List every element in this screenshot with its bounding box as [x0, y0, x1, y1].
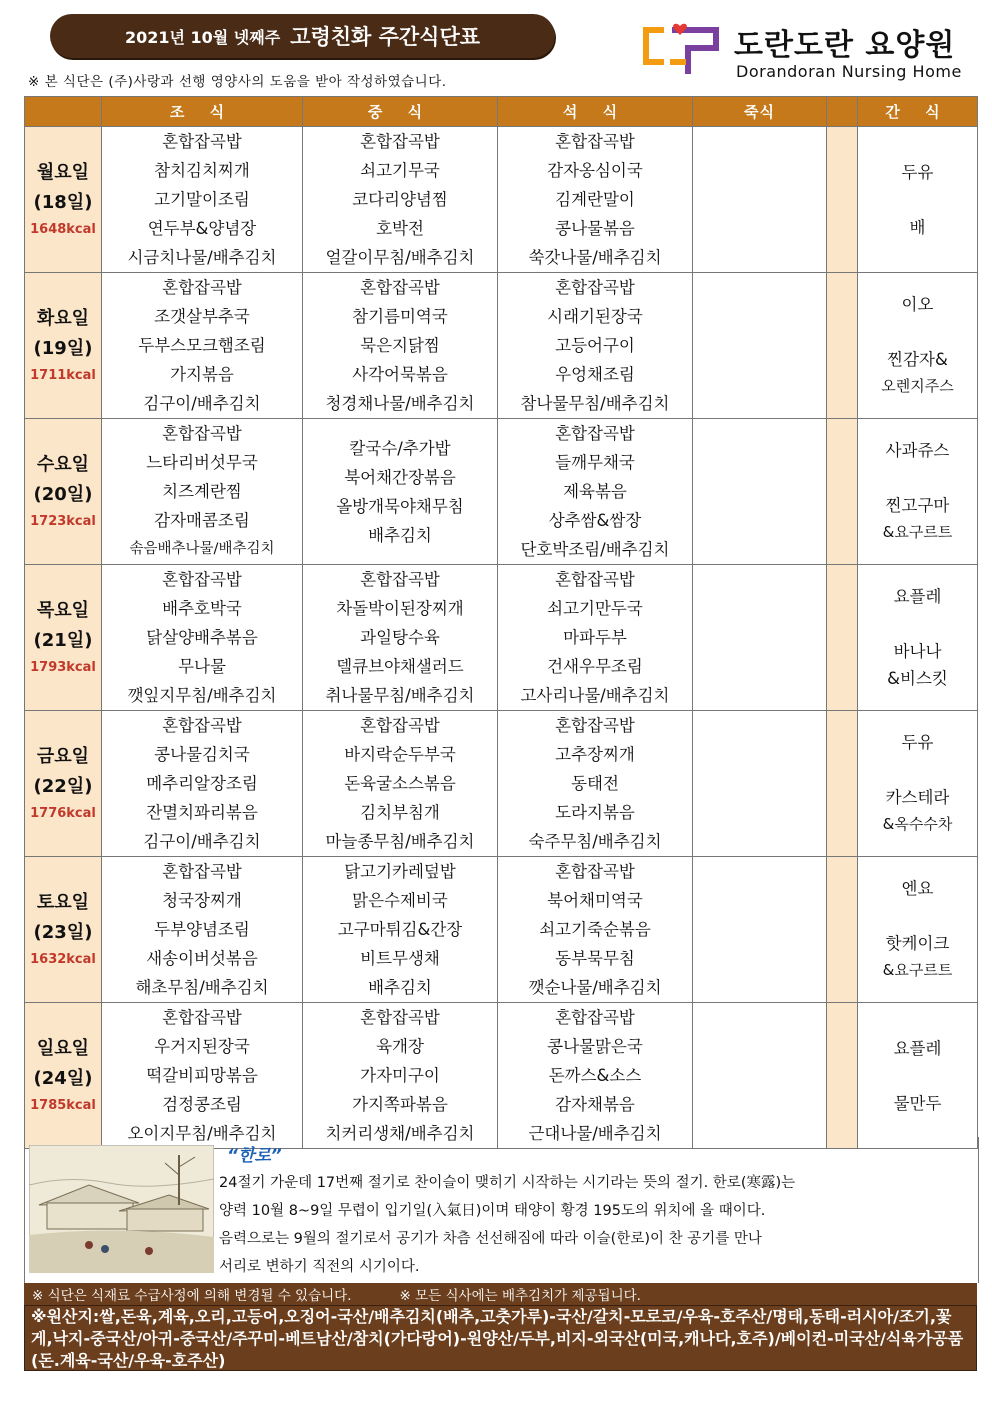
menu-item: 청경채나물/배추김치	[325, 394, 475, 413]
menu-item: 떡갈비피망볶음	[146, 1066, 258, 1085]
menu-item: 칼국수/추가밥	[349, 438, 451, 458]
day-name: 목요일	[36, 599, 90, 621]
spacer-cell	[827, 1003, 858, 1149]
snack-cell	[858, 565, 978, 711]
day-name: 금요일	[36, 745, 90, 767]
porridge-cell	[693, 419, 827, 565]
menu-item: 근대나물/배추김치	[528, 1124, 662, 1143]
menu-item: 단호박조림/배추김치	[520, 540, 670, 559]
menu-item: 메추리알장조림	[146, 774, 258, 793]
snack-item: 물만두	[893, 1093, 942, 1113]
snack-item: 찐감자&	[887, 350, 948, 369]
menu-item: 혼합잡곡밥	[162, 132, 242, 151]
lunch-cell	[303, 1003, 498, 1149]
menu-item: 마파두부	[563, 628, 627, 647]
menu-item: 혼합잡곡밥	[162, 716, 242, 735]
day-cell	[25, 127, 102, 273]
day-kcal: 1723kcal	[30, 513, 96, 529]
menu-item: 혼합잡곡밥	[162, 424, 242, 443]
menu-item: 감자채볶음	[555, 1095, 635, 1114]
menu-item: 쑥갓나물/배추김치	[528, 248, 662, 267]
dinner-cell	[498, 1003, 693, 1149]
menu-item: 배추김치	[368, 525, 432, 545]
menu-item: 깻잎지무침/배추김치	[127, 686, 277, 705]
day-name: 화요일	[36, 307, 90, 329]
info-line: 양력 10월 8~9일 무렵이 입기일(入氣日)이며 태양이 황경 195도의 위치에 올 때이다.	[219, 1203, 766, 1219]
menu-item: 도라지볶음	[555, 803, 635, 822]
menu-item: 김구이/배추김치	[143, 394, 261, 413]
header-day	[25, 97, 102, 127]
snack-cell	[858, 1003, 978, 1149]
header-dinner: 석 식	[498, 97, 693, 127]
spacer-cell	[827, 127, 858, 273]
menu-item: 혼합잡곡밥	[162, 278, 242, 297]
spacer-cell	[827, 273, 858, 419]
porridge-cell	[693, 1003, 827, 1149]
menu-body	[25, 127, 978, 1149]
menu-item: 코다리양념찜	[352, 190, 448, 209]
header-porridge: 죽식	[693, 97, 827, 127]
lunch-cell	[303, 419, 498, 565]
menu-item: 가지쪽파볶음	[352, 1095, 448, 1114]
menu-item: 호박전	[376, 219, 424, 238]
menu-item: 김구이/배추김치	[143, 832, 261, 851]
day-row	[25, 565, 978, 711]
porridge-cell	[693, 127, 827, 273]
menu-item: 고등어구이	[555, 336, 635, 355]
menu-item: 비트무생채	[360, 949, 440, 968]
logo	[642, 16, 982, 86]
day-row	[25, 273, 978, 419]
info-title: “한로”	[227, 1146, 282, 1166]
menu-item: 북어채미역국	[547, 891, 643, 910]
seasonal-info	[24, 1137, 979, 1283]
spacer-cell	[827, 857, 858, 1003]
header-snack: 간 식	[858, 97, 978, 127]
day-row	[25, 1003, 978, 1149]
day-kcal: 1793kcal	[30, 659, 96, 675]
day-name: 수요일	[36, 453, 90, 475]
logo-name-en: Dorandoran Nursing Home	[736, 62, 962, 81]
menu-item: 고구마튀김&간장	[337, 920, 463, 939]
breakfast-cell	[102, 273, 303, 419]
day-date: (22일)	[33, 775, 93, 797]
lunch-cell	[303, 711, 498, 857]
snack-item: &비스킷	[887, 669, 948, 688]
menu-item: 돈육굴소스볶음	[344, 774, 456, 793]
snack-spacer	[858, 1062, 977, 1090]
menu-item: 감자옹심이국	[547, 161, 643, 180]
day-row	[25, 857, 978, 1003]
day-row	[25, 127, 978, 273]
day-cell	[25, 565, 102, 711]
snack-cell	[858, 857, 978, 1003]
menu-item: 콩나물김치국	[154, 745, 250, 764]
footer-note-change: ※ 식단은 식재료 수급사정에 의해 변경될 수 있습니다.	[32, 1288, 352, 1304]
menu-item: 혼합잡곡밥	[555, 862, 635, 881]
snack-spacer	[858, 464, 977, 492]
menu-item: 참나물무침/배추김치	[520, 394, 670, 413]
header-gap	[827, 97, 858, 127]
snack-item: &요구르트	[882, 523, 953, 541]
breakfast-cell	[102, 1003, 303, 1149]
header-breakfast: 조 식	[102, 97, 303, 127]
spacer-cell	[827, 565, 858, 711]
menu-item: 혼합잡곡밥	[555, 278, 635, 297]
snack-item: 배	[909, 217, 926, 237]
menu-item: 시래기된장국	[547, 307, 643, 326]
menu-item: 혼합잡곡밥	[555, 132, 635, 151]
header-lunch: 중 식	[303, 97, 498, 127]
day-row	[25, 711, 978, 857]
menu-item: 숙주무침/배추김치	[528, 832, 662, 851]
menu-table	[24, 96, 978, 1149]
snack-spacer	[858, 318, 977, 346]
snack-item: 두유	[901, 733, 934, 752]
menu-item: 우엉채조림	[555, 365, 635, 384]
day-cell	[25, 1003, 102, 1149]
info-line: 음력으로는 9월의 절기로서 공기가 차츰 선선해짐에 따라 이슬(한로)이 찬 공기를 만나	[219, 1231, 762, 1247]
dinner-cell	[498, 857, 693, 1003]
day-name: 일요일	[36, 1037, 90, 1059]
menu-item: 묵은지닭찜	[360, 336, 440, 355]
menu-item: 두부스모크햄조림	[138, 336, 266, 355]
menu-item: 김치부침개	[360, 803, 440, 822]
menu-item: 델큐브야채샐러드	[336, 657, 464, 676]
menu-item: 맑은수제비국	[352, 891, 448, 910]
snack-cell	[858, 273, 978, 419]
menu-item: 가자미구이	[360, 1066, 440, 1085]
snack-item: 핫케이크	[885, 934, 950, 953]
menu-item: 차돌박이된장찌개	[336, 599, 464, 618]
menu-item: 청국장찌개	[162, 891, 242, 910]
day-date: (23일)	[33, 921, 93, 943]
dinner-cell	[498, 565, 693, 711]
snack-item: 요플레	[893, 587, 942, 606]
menu-item: 쇠고기무국	[360, 161, 440, 180]
porridge-cell	[693, 711, 827, 857]
menu-item: 닭살양배추볶음	[146, 628, 258, 647]
menu-item: 느타리버섯무국	[146, 453, 258, 472]
day-date: (21일)	[33, 629, 93, 651]
breakfast-cell	[102, 857, 303, 1003]
snack-cell	[858, 419, 978, 565]
day-date: (18일)	[33, 191, 93, 213]
day-kcal: 1785kcal	[30, 1097, 96, 1113]
menu-item: 두부양념조림	[154, 920, 250, 939]
menu-item: 제육볶음	[563, 482, 627, 501]
menu-item: 상추쌈&쌈장	[548, 511, 642, 530]
snack-cell	[858, 711, 978, 857]
menu-item: 김계란말이	[555, 190, 635, 209]
menu-item: 혼합잡곡밥	[360, 278, 440, 297]
menu-item: 돈까스&소스	[548, 1066, 642, 1085]
snack-cell	[858, 127, 978, 273]
menu-item: 고기말이조림	[154, 190, 250, 209]
snack-item: 오렌지주스	[881, 377, 954, 395]
day-row	[25, 419, 978, 565]
day-date: (24일)	[33, 1067, 93, 1089]
porridge-cell	[693, 273, 827, 419]
snack-item: 엔요	[901, 879, 934, 898]
menu-item: 마늘종무침/배추김치	[325, 832, 475, 851]
day-kcal: 1711kcal	[30, 367, 96, 383]
snack-item: 찐고구마	[885, 496, 950, 515]
author-note: ※ 본 식단은 (주)사랑과 선행 영양사의 도움을 받아 작성하였습니다.	[28, 74, 447, 90]
menu-item: 동태전	[571, 774, 619, 793]
menu-item: 취나물무침/배추김치	[325, 686, 475, 705]
menu-item: 고추장찌개	[555, 745, 635, 764]
menu-item: 배추호박국	[162, 599, 242, 618]
menu-item: 올방개묵야채무침	[336, 496, 464, 516]
day-cell	[25, 857, 102, 1003]
snack-item: 카스테라	[885, 788, 950, 807]
menu-item: 오이지무침/배추김치	[127, 1124, 277, 1143]
seasonal-painting-image	[29, 1145, 214, 1273]
snack-spacer	[858, 756, 977, 784]
info-text	[219, 1169, 939, 1281]
menu-item: 감자매콤조림	[154, 511, 250, 530]
menu-item: 사각어묵볶음	[352, 365, 448, 384]
menu-item: 콩나물맑은국	[547, 1037, 643, 1056]
menu-item: 혼합잡곡밥	[360, 1008, 440, 1027]
menu-item: 솎음배추나물/배추김치	[129, 541, 275, 557]
day-cell	[25, 273, 102, 419]
menu-item: 과일탕수육	[360, 628, 440, 647]
menu-item: 건새우무조림	[547, 657, 643, 676]
menu-item: 들깨무채국	[555, 453, 635, 472]
page-title	[50, 14, 555, 58]
menu-item: 동부묵무침	[555, 949, 635, 968]
menu-item: 검정콩조림	[162, 1095, 242, 1114]
menu-item: 혼합잡곡밥	[555, 424, 635, 443]
snack-item: 사과쥬스	[885, 441, 950, 460]
table-header-row	[25, 97, 978, 127]
breakfast-cell	[102, 127, 303, 273]
menu-item: 바지락순두부국	[344, 745, 456, 764]
menu-item: 육개장	[376, 1037, 424, 1056]
menu-item: 혼합잡곡밥	[162, 570, 242, 589]
day-cell	[25, 711, 102, 857]
spacer-cell	[827, 419, 858, 565]
menu-item: 혼합잡곡밥	[162, 1008, 242, 1027]
snack-item: &요구르트	[882, 961, 953, 979]
day-date: (19일)	[33, 337, 93, 359]
menu-item: 쇠고기만두국	[547, 599, 643, 618]
menu-item: 참기름미역국	[352, 307, 448, 326]
menu-item: 조갯살부추국	[154, 307, 250, 326]
day-date: (20일)	[33, 483, 93, 505]
day-kcal: 1648kcal	[30, 221, 96, 237]
menu-item: 북어채간장볶음	[344, 467, 456, 487]
menu-item: 혼합잡곡밥	[360, 716, 440, 735]
menu-item: 우거지된장국	[154, 1037, 250, 1056]
day-kcal: 1776kcal	[30, 805, 96, 821]
menu-item: 무나물	[178, 657, 226, 676]
title-week: 2021년 10월 넷째주	[124, 27, 281, 47]
day-name: 토요일	[36, 891, 90, 913]
breakfast-cell	[102, 565, 303, 711]
menu-item: 해초무침/배추김치	[135, 978, 269, 997]
menu-item: 쇠고기죽순볶음	[539, 920, 651, 939]
dinner-cell	[498, 711, 693, 857]
menu-item: 콩나물볶음	[555, 219, 635, 238]
menu-item: 혼합잡곡밥	[555, 570, 635, 589]
snack-spacer	[858, 610, 977, 638]
menu-item: 치커리생채/배추김치	[325, 1124, 475, 1143]
origin-info: ※원산지:쌀,돈육,계육,오리,고등어,오징어-국산/배추김치(배추,고춧가루)-국산/갈치-모로코/우육-호주산/명태,동태-러시아/조기,꽃게,낙지-중국산/아귀-중국산/주꾸미-베트남산/참치(가다랑어)-원양산/두부,비지-외국산(미국,캐나다,호주)/베이컨-미국산/식육가공품(돈.계육-국산/우육-호주산)	[24, 1305, 977, 1371]
menu-item: 새송이버섯볶음	[146, 949, 258, 968]
menu-item: 치즈계란찜	[162, 482, 242, 501]
breakfast-cell	[102, 711, 303, 857]
menu-item: 시금치나물/배추김치	[127, 248, 277, 267]
snack-item: 요플레	[893, 1038, 942, 1058]
info-line: 24절기 가운데 17번째 절기로 찬이슬이 맺히기 시작하는 시기라는 뜻의 절기. 한로(寒露)는	[219, 1175, 796, 1191]
porridge-cell	[693, 857, 827, 1003]
footer-notes	[24, 1283, 977, 1305]
breakfast-cell	[102, 419, 303, 565]
lunch-cell	[303, 127, 498, 273]
dinner-cell	[498, 273, 693, 419]
snack-item: 이오	[901, 295, 934, 314]
snack-item: &옥수수차	[882, 815, 953, 833]
menu-item: 고사리나물/배추김치	[520, 686, 670, 705]
snack-item: 두유	[901, 162, 934, 182]
menu-item: 연두부&양념장	[147, 219, 257, 238]
spacer-cell	[827, 711, 858, 857]
menu-item: 혼합잡곡밥	[555, 716, 635, 735]
lunch-cell	[303, 857, 498, 1003]
day-cell	[25, 419, 102, 565]
day-kcal: 1632kcal	[30, 951, 96, 967]
dinner-cell	[498, 419, 693, 565]
snack-item: 바나나	[893, 642, 942, 661]
logo-name-ko: 도란도란 요양원	[734, 28, 956, 63]
title-main: 고령친화 주간식단표	[290, 25, 481, 49]
logo-mark-icon	[642, 22, 720, 78]
menu-item: 참치김치찌개	[154, 161, 250, 180]
dinner-cell	[498, 127, 693, 273]
menu-item: 가지볶음	[170, 365, 234, 384]
menu-item: 혼합잡곡밥	[360, 570, 440, 589]
footer-note-kimchi: ※ 모든 식사에는 배추김치가 제공됩니다.	[399, 1288, 641, 1304]
porridge-cell	[693, 565, 827, 711]
menu-item: 얼갈이무침/배추김치	[325, 248, 475, 267]
snack-spacer	[858, 186, 977, 214]
lunch-cell	[303, 273, 498, 419]
snack-spacer	[858, 902, 977, 930]
info-line: 서리로 변하기 직전의 시기이다.	[219, 1259, 420, 1275]
day-name: 월요일	[36, 161, 90, 183]
lunch-cell	[303, 565, 498, 711]
menu-item: 혼합잡곡밥	[162, 862, 242, 881]
menu-item: 혼합잡곡밥	[555, 1008, 635, 1027]
menu-item: 닭고기카레덮밥	[344, 862, 456, 881]
menu-item: 잔멸치꽈리볶음	[146, 803, 258, 822]
menu-item: 배추김치	[368, 978, 432, 997]
menu-item: 깻순나물/배추김치	[528, 978, 662, 997]
menu-item: 혼합잡곡밥	[360, 132, 440, 151]
